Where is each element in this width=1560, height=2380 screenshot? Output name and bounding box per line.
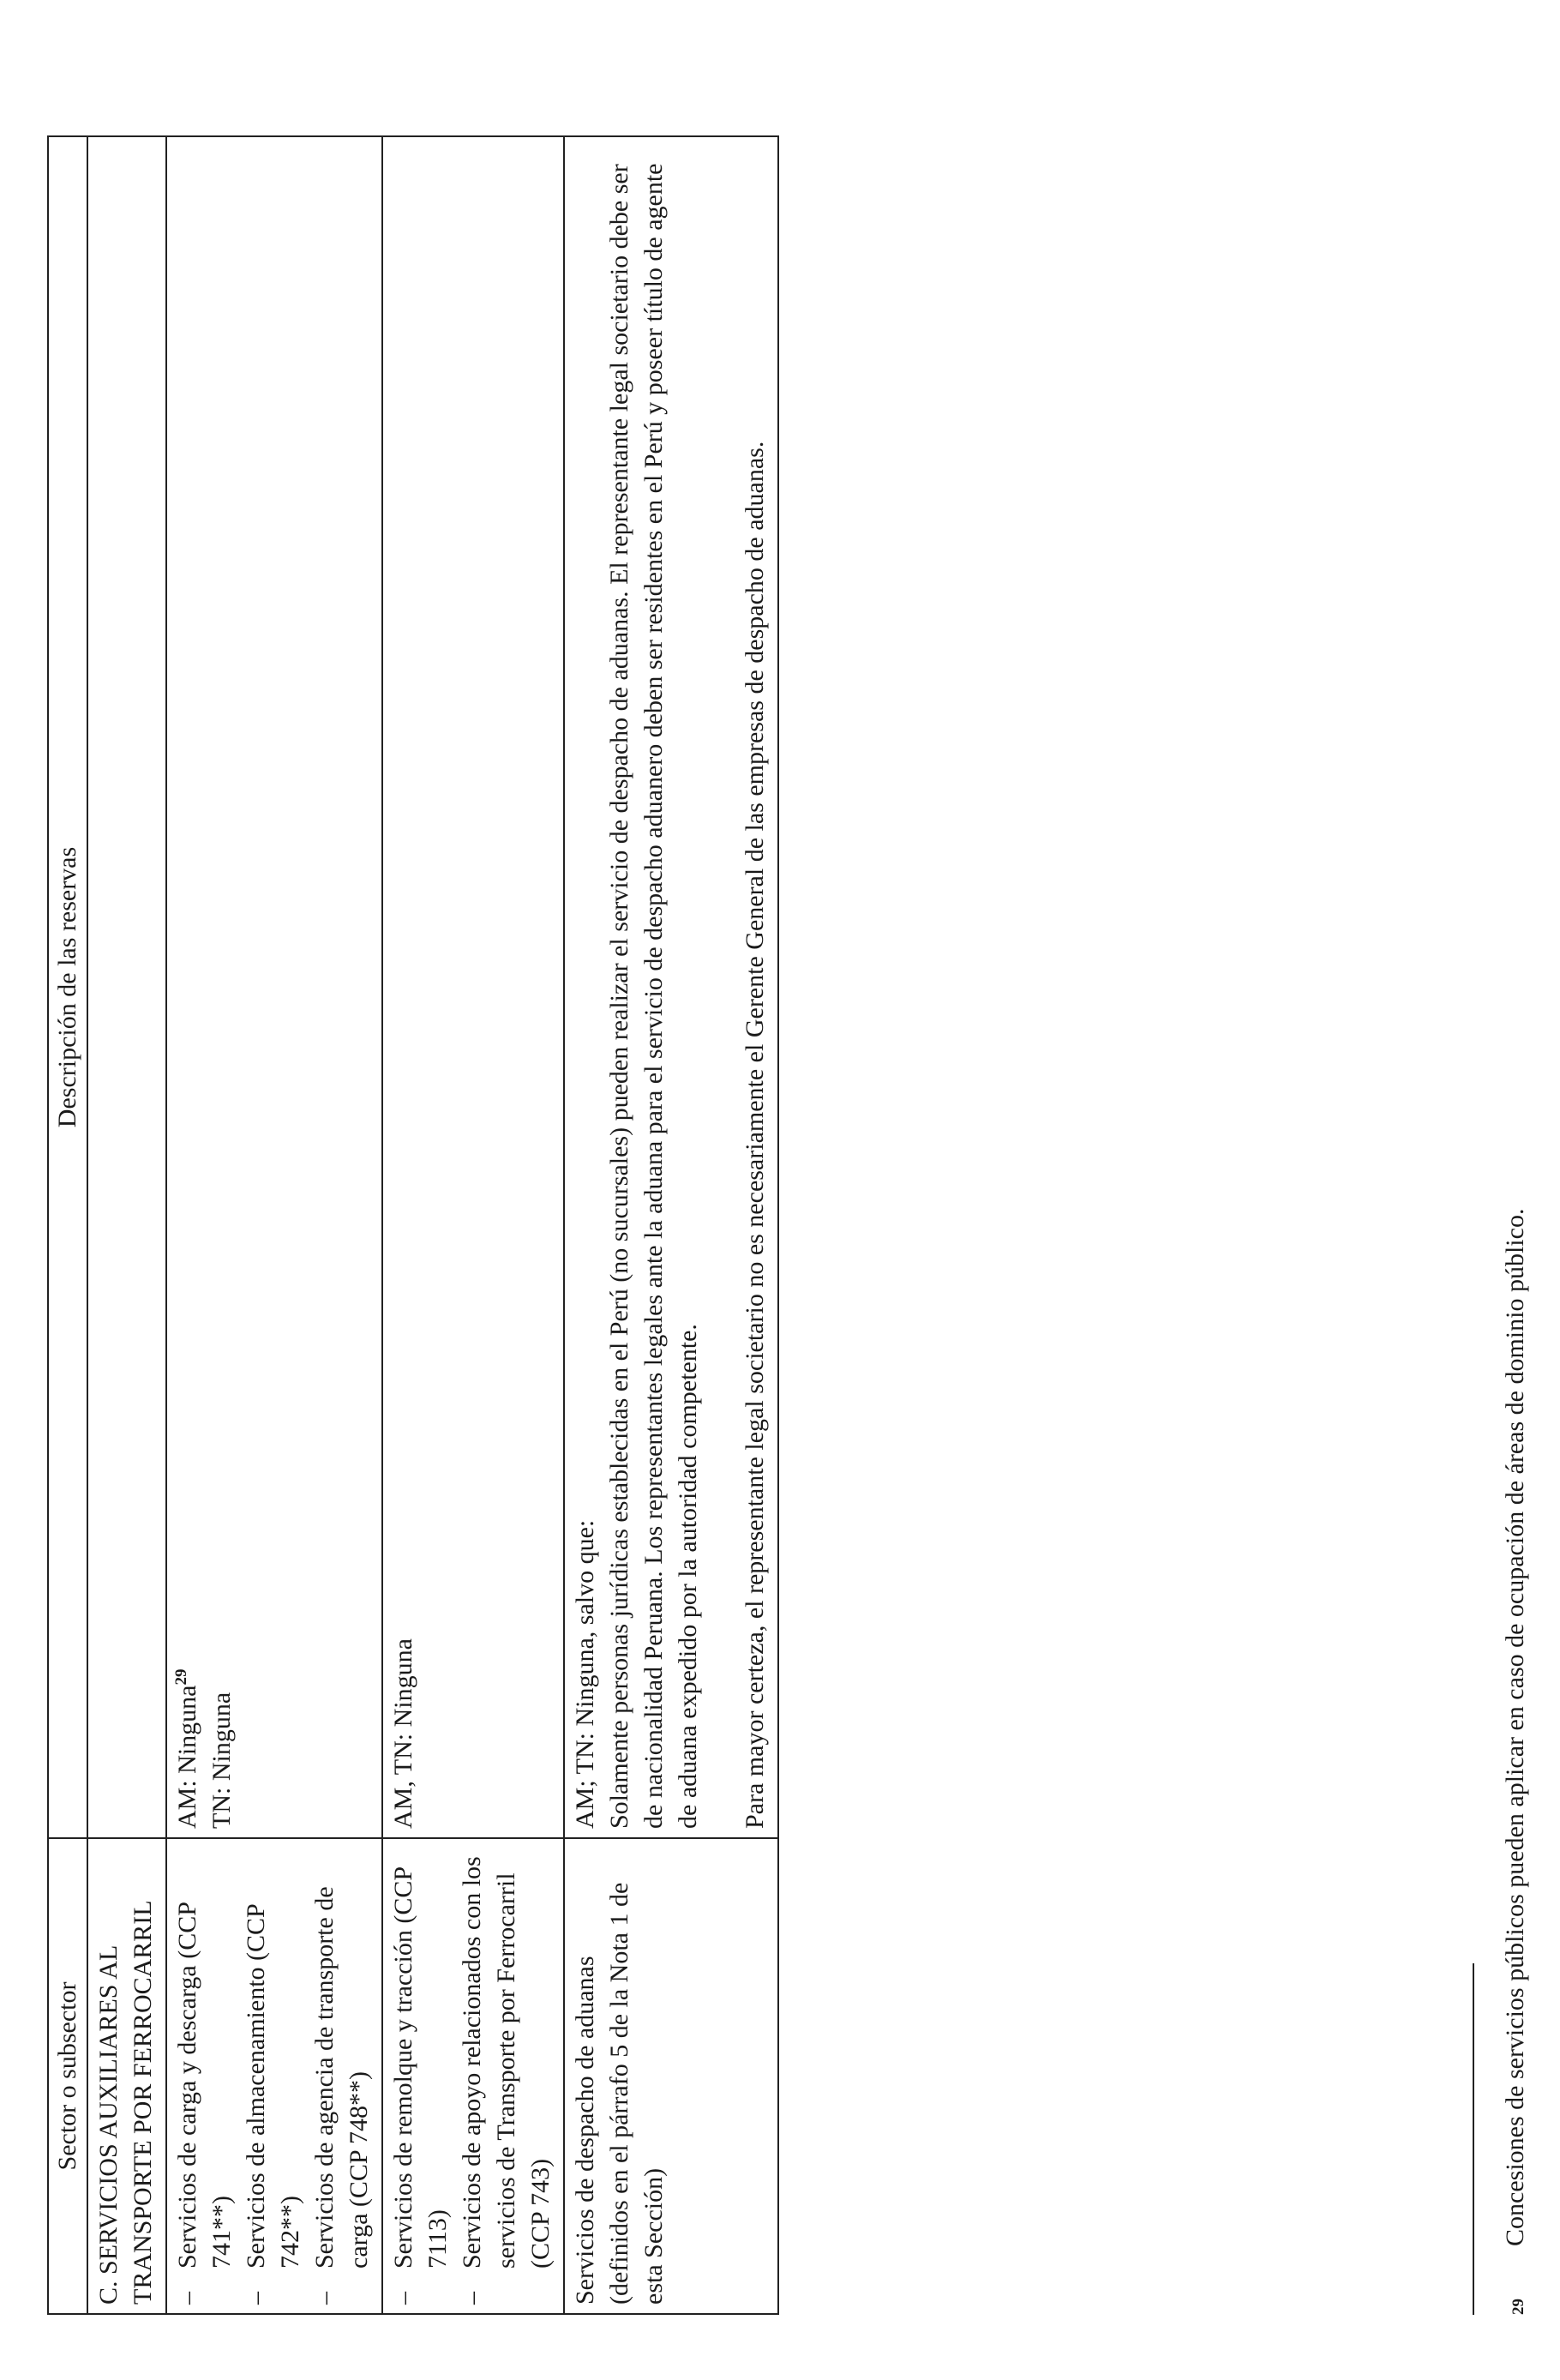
header-sector: Sector o subsector [48,1838,87,2314]
section-title-row [87,136,166,2314]
rotated-page-content [0,137,1543,2366]
section-title: C. SERVICIOS AUXILIARES AL TRANSPORTE POR FERROCARRIL [87,1838,166,2314]
reservation-paragraph: Para mayor certeza, el representante legal societario no es necesariamente el Gerente General de las empresas de despacho de aduanas. [741,441,769,1829]
list-item: – Servicios de apoyo relacionados con los servicios de Transporte por Ferrocarril (CCP 743) [455,1848,558,2305]
footnote-divider [1473,1963,1474,2315]
footnote [1500,1209,1534,2315]
description-cell: AM, TN: Ninguna [382,136,564,1838]
description-cell [166,136,382,1838]
reservation-tn: TN: Ninguna [207,1692,236,1829]
list-item: – Servicios de almacenamiento (CCP 742**) [239,1848,308,2305]
footnote-ref[interactable]: 29 [172,1668,190,1686]
table-header-row [48,136,87,2314]
header-description: Descripción de las reservas [48,136,87,1838]
sector-cell [166,1838,382,2314]
table-row [564,136,778,2314]
sector-cell [382,1838,564,2314]
sector-list [171,1848,376,2305]
section-title-empty-cell [87,136,166,1838]
list-item: – Servicios de remolque y tracción (CCP 7113) [387,1848,455,2305]
description-cell [564,136,778,1838]
reservation-paragraph: Solamente personas jurídicas establecidas en el Perú (no sucursales) pueden realizar el servicio de despacho de aduanas. El representante legal societario debe ser de nacionalidad Peruana. Los representantes legales ante la aduana para el servicio de despacho aduanero deben ser residentes en el Perú y poseer título de agente de aduana expedido por la autoridad competente. [605,163,702,1829]
table-row [166,136,382,2314]
list-item: – Servicios de agencia de transporte de carga (CCP 748**) [308,1848,376,2305]
reservations-table [47,135,779,2315]
footnote-number: 29 [1509,2299,1527,2315]
sector-list [387,1848,558,2305]
table-row [382,136,564,2314]
reservation-summary: AM; TN: Ninguna, salvo que: [571,1519,599,1829]
list-item: – Servicios de carga y descarga (CCP 741**) [171,1848,239,2305]
sector-cell: Servicios de despacho de aduanas (definidos en el párrafo 5 de la Nota 1 de esta Sección) [564,1838,778,2314]
footnote-text: Concesiones de servicios públicos pueden aplicar en caso de ocupación de áreas de dominio público. [1501,1208,1529,2246]
reservation-am: AM: Ninguna$^{29}$ [172,1668,201,1829]
